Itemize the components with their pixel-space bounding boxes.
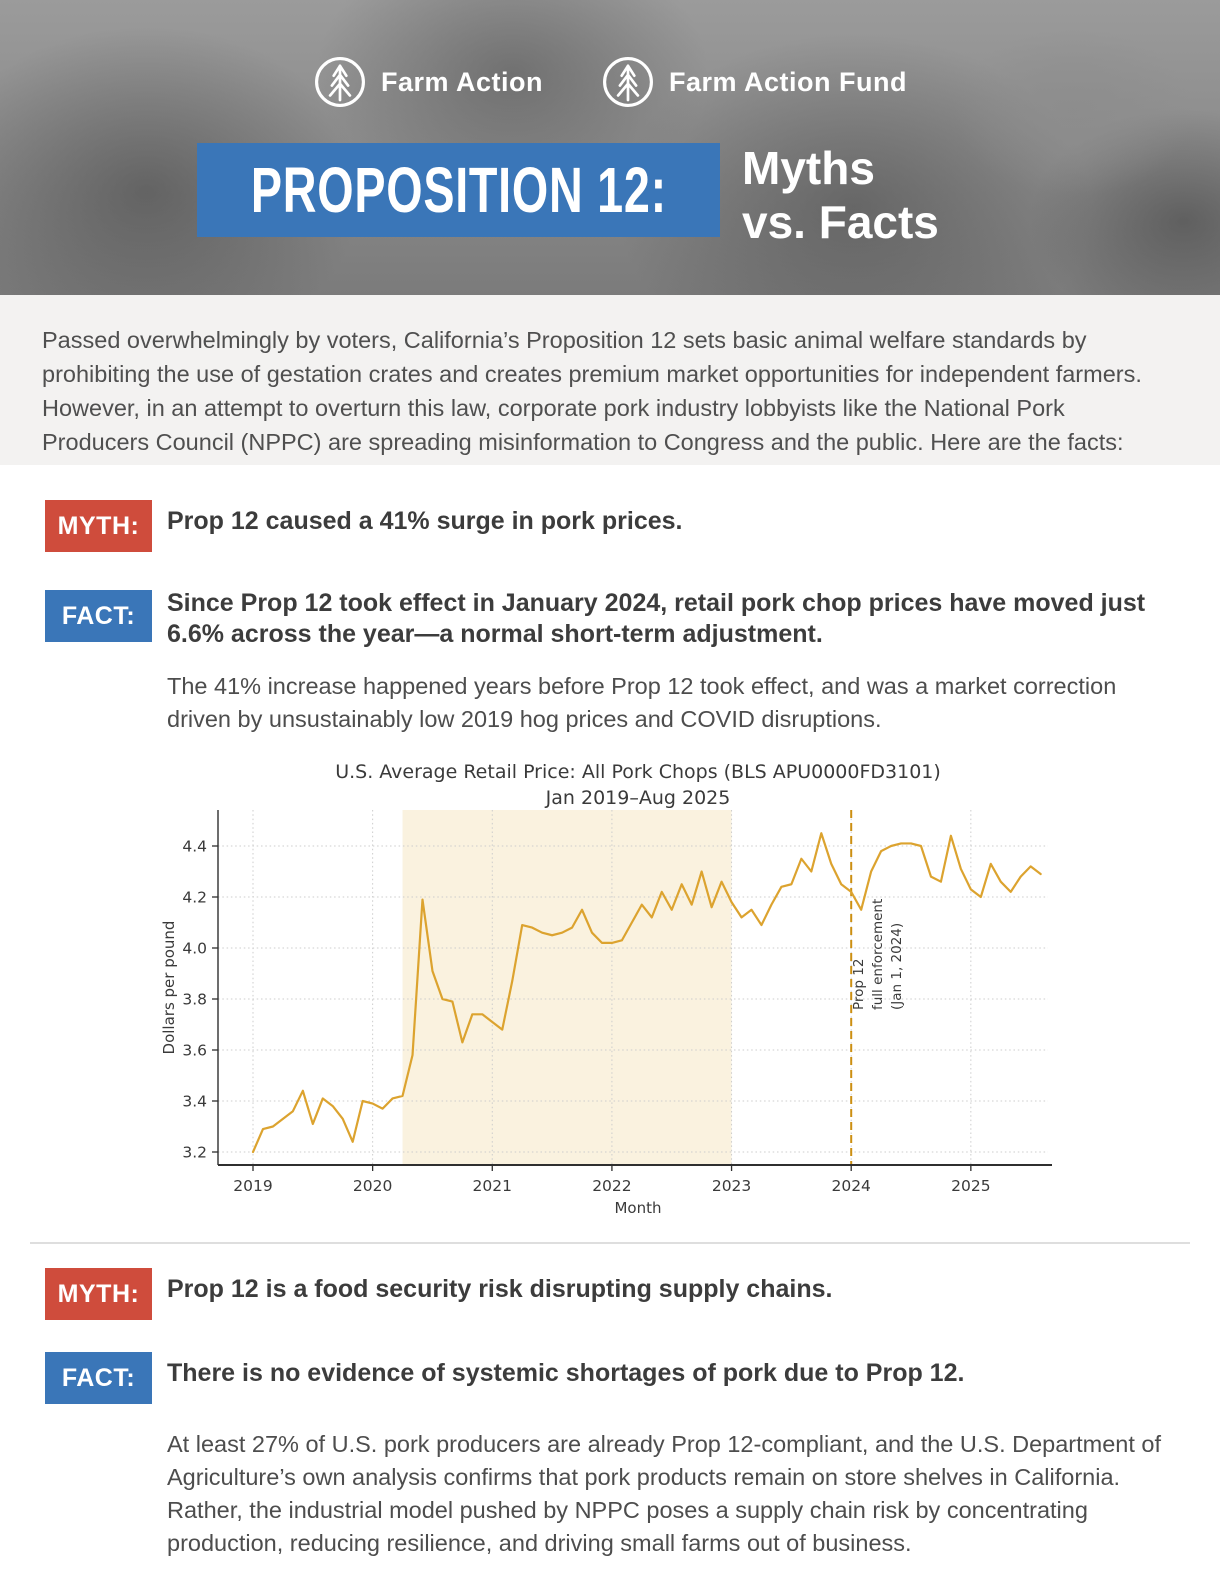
fact-badge-2-label: FACT: [61, 1363, 136, 1392]
svg-text:4.4: 4.4 [182, 837, 207, 856]
section-divider [30, 1242, 1190, 1244]
svg-text:Prop 12: Prop 12 [851, 958, 868, 1010]
svg-text:U.S. Average Retail Price: All: U.S. Average Retail Price: All Pork Chops (BLS APU0000FD3101) [335, 761, 941, 783]
myth-badge-1 [45, 500, 152, 552]
fact-statement-1: Since Prop 12 took effect in January 2024, retail pork chop prices have moved just 6.6% across the year—a normal short-term adjustment. [167, 589, 1146, 648]
svg-text:2019: 2019 [233, 1177, 273, 1195]
farm-action-fund-tree-icon [601, 55, 655, 109]
svg-text:3.6: 3.6 [182, 1041, 207, 1060]
fact-body-2: At least 27% of U.S. pork producers are already Prop 12-compliant, and the U.S. Department of Agriculture’s own analysis confirms that pork products remain on store shelves in California. Rather, the industrial model pushed by NPPC poses a supply chain risk by concentrating production, reducing resilience, and driving small farms out of business. [167, 1431, 1162, 1556]
myth-statement-2: Prop 12 is a food security risk disrupting supply chains. [167, 1275, 833, 1303]
svg-text:Month: Month [614, 1199, 662, 1217]
farm-action-tree-icon [313, 55, 367, 109]
fact-badge-2 [45, 1352, 152, 1404]
svg-text:2025: 2025 [951, 1177, 991, 1195]
pork-price-line-chart [160, 748, 1100, 1220]
myths-vs-facts-title [742, 141, 939, 249]
svg-text:Dollars per pound: Dollars per pound [160, 920, 178, 1055]
svg-text:4.0: 4.0 [182, 939, 207, 958]
myth-badge-2 [45, 1268, 152, 1320]
farm-action-logo-label: Farm Action [380, 66, 543, 97]
svg-text:2022: 2022 [592, 1177, 632, 1195]
svg-text:4.2: 4.2 [182, 888, 207, 907]
intro-paragraph: Passed overwhelmingly by voters, California’s Proposition 12 sets basic animal welfare standards by prohibiting the use of gestation crates and creates premium market opportunities for independent farmers. However, in an attempt to overturn this law, corporate pork industry lobbyists like the National Pork Producers Council (NPPC) are spreading misinformation to Congress and the public. Here are the facts: [42, 327, 1142, 455]
farm-action-fund-logo-label: Farm Action Fund [669, 66, 907, 97]
proposition-banner [197, 143, 720, 237]
header-photo [0, 0, 1220, 295]
svg-text:2020: 2020 [352, 1177, 393, 1195]
svg-text:(Jan 1, 2024): (Jan 1, 2024) [889, 922, 906, 1010]
intro-band [0, 295, 1220, 465]
svg-text:3.8: 3.8 [182, 990, 207, 1009]
myth-badge-2-label: MYTH: [57, 1279, 140, 1308]
svg-text:3.2: 3.2 [182, 1143, 207, 1162]
svg-text:2021: 2021 [472, 1177, 513, 1195]
myth-statement-1: Prop 12 caused a 41% surge in pork prices. [167, 507, 683, 535]
fact-statement-2: There is no evidence of systemic shortages of pork due to Prop 12. [167, 1359, 965, 1387]
logo-row [0, 55, 1220, 109]
svg-text:2024: 2024 [831, 1177, 871, 1195]
myth-badge-1-label: MYTH: [57, 511, 140, 540]
svg-text:2023: 2023 [711, 1177, 752, 1195]
fact-badge-1 [45, 590, 152, 642]
banner-title: PROPOSITION 12: [250, 154, 667, 226]
fact-body-1: The 41% increase happened years before Prop 12 took effect, and was a market correction driven by unsustainably low 2019 hog prices and COVID disruptions. [167, 673, 1117, 732]
fact-badge-1-label: FACT: [61, 601, 136, 630]
farm-action-logo [313, 55, 543, 109]
subtitle-line-2: vs. Facts [742, 196, 939, 248]
svg-text:3.4: 3.4 [182, 1092, 207, 1111]
subtitle-line-1: Myths [742, 142, 875, 194]
svg-text:Jan 2019–Aug 2025: Jan 2019–Aug 2025 [545, 787, 731, 809]
farm-action-fund-logo [601, 55, 907, 109]
svg-text:full enforcement: full enforcement [870, 898, 887, 1010]
